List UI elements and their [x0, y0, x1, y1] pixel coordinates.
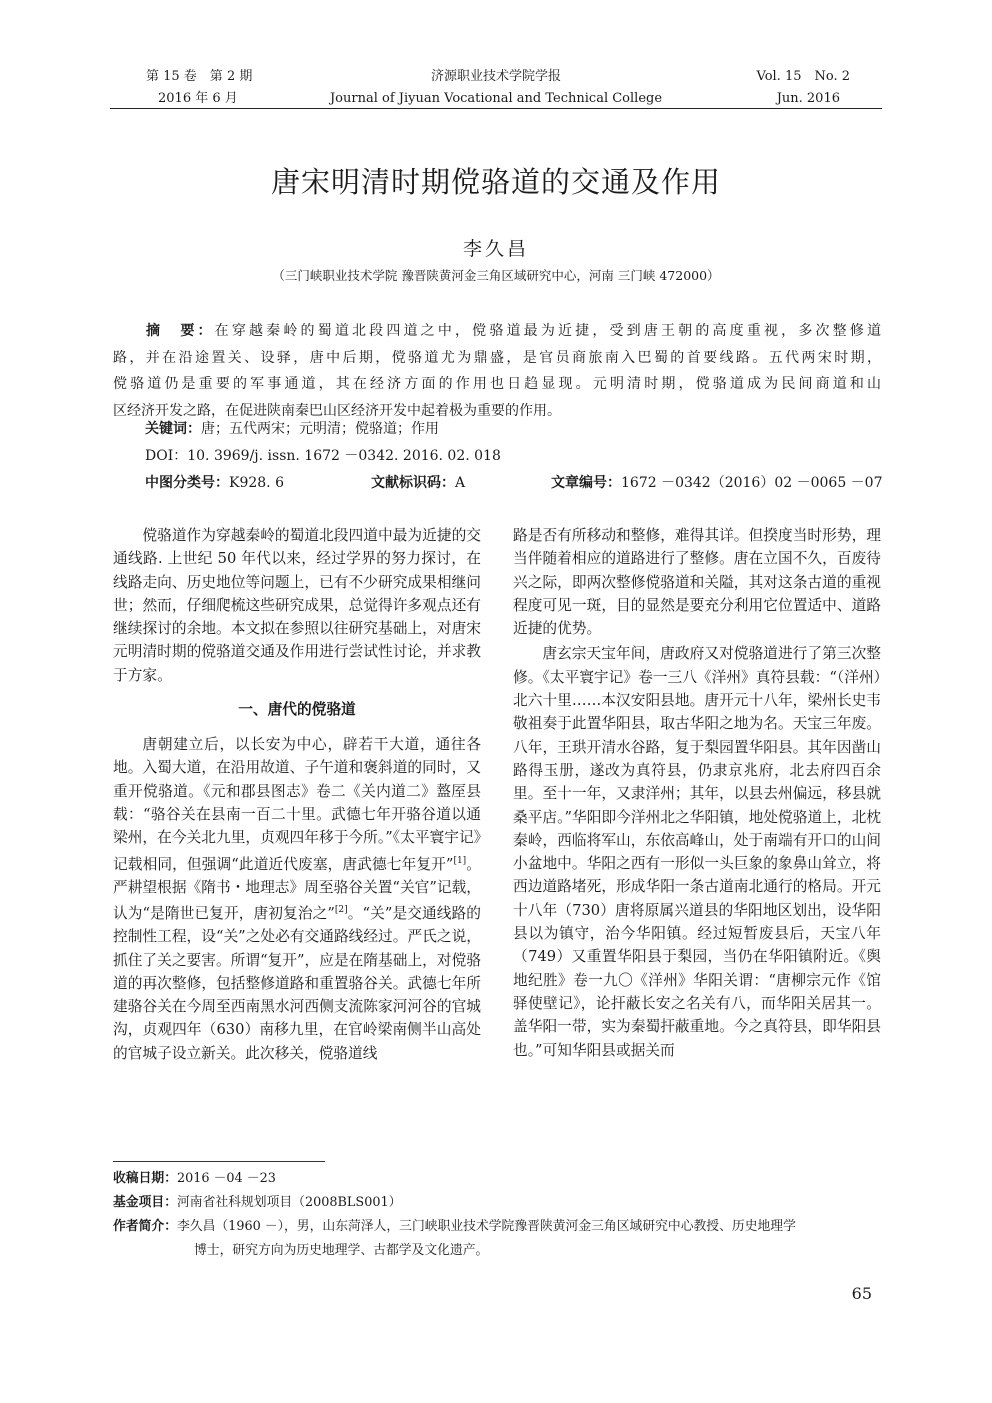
- received-value: 2016 －04 －23: [176, 1171, 276, 1186]
- keywords-label: 关键词：: [145, 421, 201, 437]
- body-text: 。严耕望根据《隋书・地理志》周至骆谷关置“关官”记载，认为“是隋世已复开，唐初复治之”: [113, 855, 481, 922]
- body-text: 。“关”是交通线路的控制性工程，设“关”之处必有交通路线经过。严氏之说，抓住了关之要害。所谓“复开”，应是在隋基础上，对傥骆道的再次整修，包括整修道路和重置骆谷关。武德七年所建骆谷关在今周至西南黑水河西侧支流陈家河河谷的官城沟，贞观四年（630）南移九里，在官岭梁南侧半山高处的官城子设立新关。此次移关，傥骆道线: [113, 904, 481, 1062]
- clc-label: 中图分类号：: [145, 475, 229, 491]
- abstract-line: 傥骆道仍是重要的军事通道，其在经济方面的作用也日趋显现。元明清时期，傥骆道成为民间商道和山: [113, 376, 881, 392]
- article-title: 唐宋明清时期傥骆道的交通及作用: [270, 165, 721, 199]
- abstract-line: 路，并在沿途置关、设驿，唐中后期，傥骆道尤为鼎盛，是官员商旅南入巴蜀的首要线路。五代两宋时期，: [113, 349, 881, 366]
- bio-value: 李久昌（1960 －），男，山东菏泽人，三门峡职业技术学院豫晋陕黄河金三角区域研究中心教授、历史地理学: [176, 1219, 796, 1234]
- footnote-fund: [113, 1192, 883, 1214]
- header-volume-en: Vol. 15 No. 2: [756, 69, 850, 84]
- fund-label: 基金项目：: [113, 1195, 177, 1210]
- body-right-column: [513, 524, 881, 1062]
- clc-number: [145, 473, 284, 493]
- body-left-column: [113, 524, 481, 1065]
- header-date-cn: 2016 年 6 月: [158, 91, 238, 106]
- document-code-value: A: [455, 475, 466, 491]
- keywords-text: 唐；五代两宋；元明清；傥骆道；作用: [201, 421, 439, 437]
- article-affiliation: （三门峡职业技术学院 豫晋陕黄河金三角区域研究中心，河南 三门峡 472000）: [272, 268, 720, 283]
- body-paragraph: 傥骆道作为穿越秦岭的蜀道北段四道中最为近捷的交通线路. 上世纪 50 年代以来，经过学界的努力探讨，在线路走向、历史地位等问题上，已有不少研究成果相继问世；然而，仔细爬梳这些研究成果，总觉得许多观点还有继续探讨的余地。本文拟在参照以往研究基础上，对唐宋元明清时期的傥骆道交通及作用进行尝试性讨论，并求教于方家。: [113, 527, 481, 684]
- body-text: 唐朝建立后，以长安为中心，辟若干大道，通往各地。入蜀大道，在沿用故道、子午道和褒斜道的同时，又重开傥骆道。《元和郡县图志》卷二《关内道二》盩厔县载：“骆谷关在县南一百二十里。武德七年开骆谷道以通梁州，在今关北九里，贞观四年移于今所。”《太平寰宇记》记载相同，但强调“此道近代废塞，唐武德七年复开”: [113, 736, 481, 873]
- article-number-value: 1672 －0342（2016）02 －0065 －07: [621, 475, 883, 491]
- article-number: [551, 473, 883, 493]
- bio-label: 作者简介：: [113, 1219, 177, 1234]
- header-rule: [110, 108, 882, 109]
- page-number: 65: [851, 1284, 872, 1303]
- citation-ref: [2]: [334, 905, 348, 916]
- footnote-rule: [113, 1161, 325, 1162]
- footnote-received: [113, 1168, 883, 1190]
- section-heading: 一、唐代的傥骆道: [238, 701, 356, 719]
- article-number-label: 文章编号：: [551, 475, 621, 491]
- citation-ref: [1]: [453, 855, 467, 866]
- footnote-bio: [113, 1216, 883, 1238]
- abstract-label: 摘 要：: [146, 323, 215, 339]
- header-volume: 第 15 卷 第 2 期: [146, 69, 253, 84]
- document-code-label: 文献标识码：: [371, 475, 455, 491]
- article-author: 李久昌: [462, 238, 529, 260]
- abstract-line: 在穿越秦岭的蜀道北段四道之中，傥骆道最为近捷，受到唐王朝的高度重视，多次整修道: [214, 323, 882, 339]
- doi: DOI：10. 3969/j. issn. 1672 －0342. 2016. 02. 018: [145, 448, 501, 464]
- body-paragraph: 路是否有所移动和整修，难得其详。但揆度当时形势，理当伴随着相应的道路进行了整修。唐在立国不久，百废待兴之际，即两次整修傥骆道和关隘，其对这条古道的重视程度可见一斑，目的显然是要充分利用它位置适中、道路近捷的优势。: [513, 527, 881, 638]
- header-journal-en: Journal of Jiyuan Vocational and Technical College: [329, 91, 663, 106]
- footnote-bio-continued: 博士，研究方向为历史地理学、古都学及文化遗产。: [194, 1243, 489, 1258]
- received-label: 收稿日期：: [113, 1171, 177, 1186]
- header-date-en: Jun. 2016: [776, 91, 840, 106]
- abstract-line: 区经济开发之路，在促进陕南秦巴山区经济开发中起着极为重要的作用。: [113, 402, 561, 419]
- abstract: [113, 318, 881, 424]
- body-paragraph: [113, 733, 481, 1065]
- document-code: [371, 473, 465, 493]
- header-journal-cn: 济源职业技术学院学报: [430, 69, 561, 84]
- clc-value: K928. 6: [229, 475, 284, 491]
- fund-value: 河南省社科规划项目（2008BLS001）: [176, 1195, 402, 1210]
- keywords: [145, 419, 439, 439]
- body-paragraph: 唐玄宗天宝年间，唐政府又对傥骆道进行了第三次整修。《太平寰宇记》卷一三八《洋州》真符县载：“（洋州）北六十里……本汉安阳县地。唐开元十八年，梁州长史韦敬祖奏于此置华阳县，取古华阳之地为名。天宝三年废。八年，王珙开清水谷路，复于梨园置华阳县。其年因凿山路得玉册，遂改为真符县，仍隶京兆府，北去府四百余里。至十一年，又隶洋州；其年，以县去州偏远，移县就桑平店。”华阳即今洋州北之华阳镇，地处傥骆道上，北枕秦岭，西临将军山，东依高峰山，处于南端有开口的山间小盆地中。华阳之西有一形似一头巨象的象鼻山耸立，将西边道路堵死，形成华阳一条古道南北通行的格局。开元十八年（730）唐将原属兴道县的华阳地区划出，设华阳县以为镇守，治今华阳镇。经过短暂废县后，天宝八年（749）又重置华阳县于梨园，当仍在华阳镇附近。《舆地纪胜》卷一九〇《洋州》华阳关谓：“唐柳宗元作《馆驿使壁记》，论扞蔽长安之名关有八，而华阳关居其一。盖华阳一带，实为秦蜀扞蔽重地。今之真符县，即华阳县也。”可知华阳县或据关而: [513, 645, 881, 1059]
